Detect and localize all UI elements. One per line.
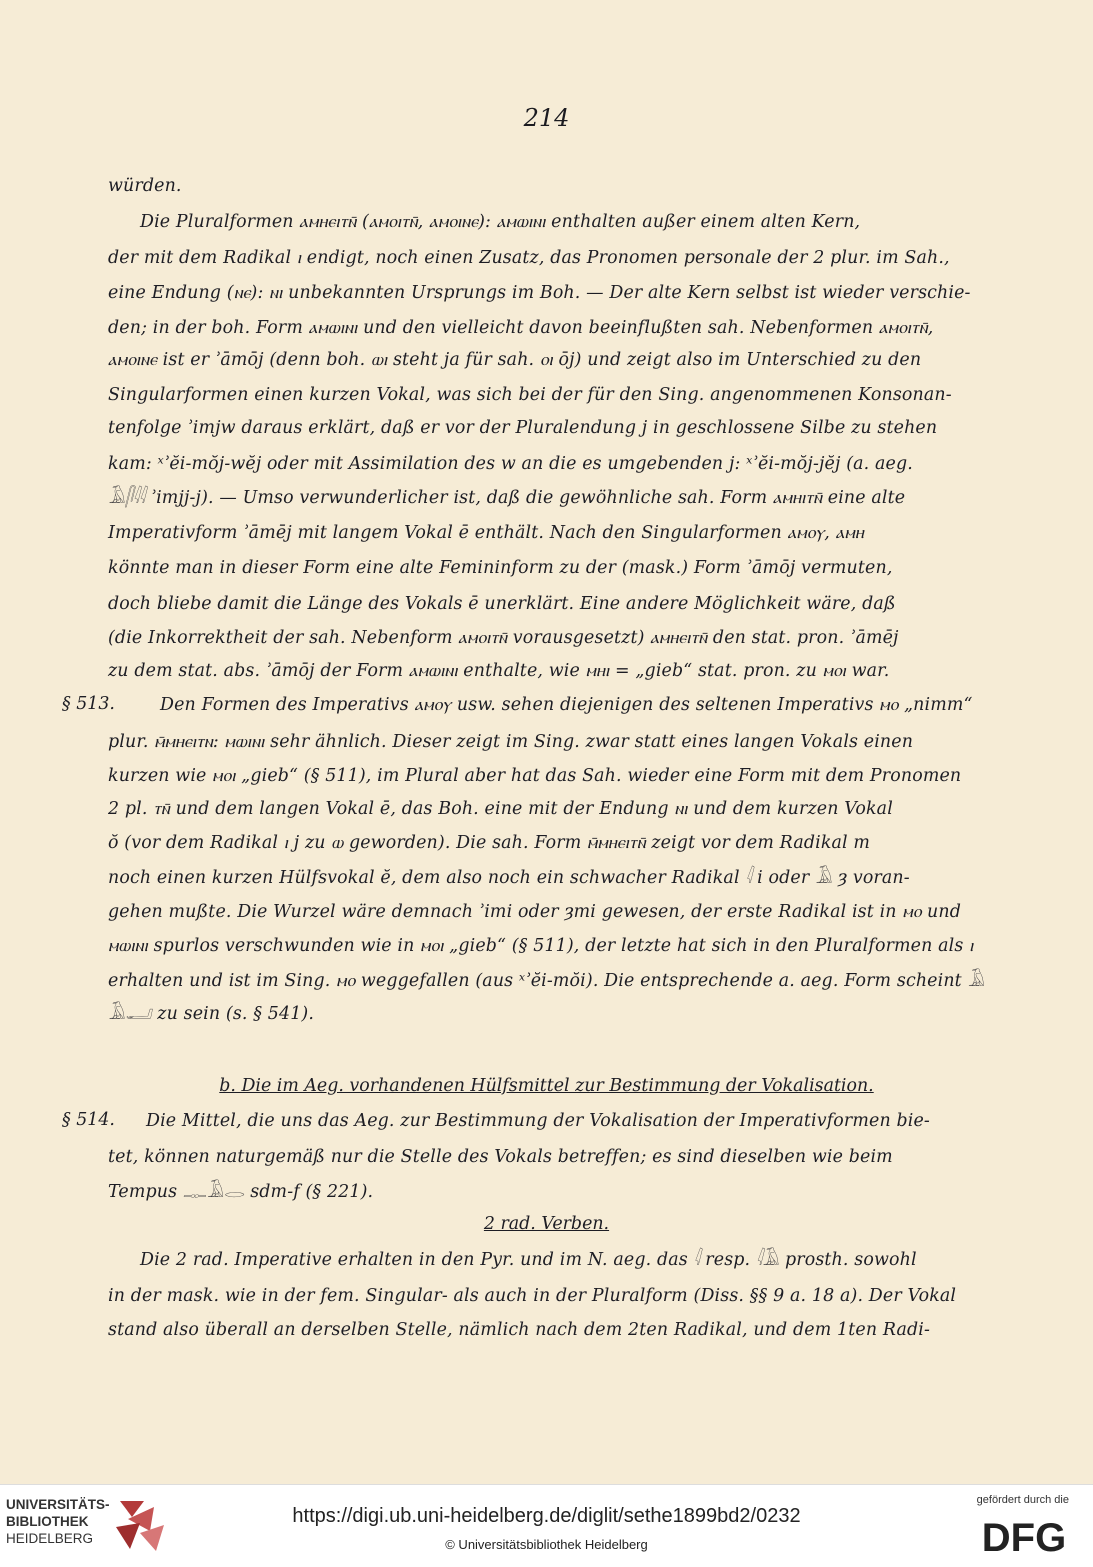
footer [0, 1484, 1093, 1567]
text-line: tenfolge ʾimjw daraus erklärt, daß er vor der Pluralendung j in geschlossene Silbe zu stehen [108, 418, 938, 438]
text-line: tet, können naturgemäß nur die Stelle des Vokals betreffen; es sind dieselben wie beim [108, 1147, 893, 1167]
text-line: könnte man in dieser Form eine alte Femininform zu der (mask.) Form ʾāmōj vermuten, [108, 558, 893, 578]
text-line: Imperativform ʾāmēj mit langem Vokal ē enthält. Nach den Singularformen ⲁⲙⲟⲩ, ⲁⲙⲏ [108, 523, 864, 543]
text-line: Die 2 rad. Imperative erhalten in den Pyr. und im N. aeg. das 𓇋 resp. 𓇋𓄿 prosth. sowohl [140, 1250, 917, 1270]
funding-note: gefördert durch die [976, 1494, 1069, 1506]
text-line: zu dem stat. abs. ʾāmōj der Form ⲁⲙⲱⲓⲛⲓ enthalte, wie ⲙⲏⲓ = „gieb“ stat. pron. zu ⲙⲟⲓ war. [108, 661, 890, 681]
text-line: doch bliebe damit die Länge des Vokals ē unerklärt. Eine andere Möglichkeit wäre, daß [108, 594, 896, 614]
text-line: kurzen wie ⲙⲟⲓ „gieb“ (§ 511), im Plural aber hat das Sah. wieder eine Form mit dem Pronomen [108, 766, 962, 786]
text-line: Die Pluralformen ⲁⲙⲏⲉⲓⲧⲛ̄ (ⲁⲙⲟⲓⲧⲛ̄, ⲁⲙⲟⲓⲛⲉ): ⲁⲙⲱⲓⲛⲓ enthalten außer einem alten Kern, [140, 212, 861, 232]
sub-heading: 2 rad. Verben. [483, 1214, 610, 1234]
text-line: plur. ⲙ̄ⲙⲏⲉⲓⲧⲛ: ⲙⲱⲓⲛⲓ sehr ähnlich. Dieser zeigt im Sing. zwar statt eines langen Vokals einen [108, 732, 914, 752]
text-line: (die Inkorrektheit der sah. Nebenform ⲁⲙⲟⲓⲧⲛ̄ vorausgesetzt) ⲁⲙⲏⲉⲓⲧⲛ̄ den stat. pron. ʾāmēj [108, 628, 899, 648]
paragraph-number: § 514. [62, 1110, 115, 1130]
logo-text: BIBLIOTHEK [6, 1514, 89, 1529]
text-line: eine Endung (ⲛⲉ): ⲛⲓ unbekannten Ursprungs im Boh. — Der alte Kern selbst ist wieder verschie- [108, 283, 971, 303]
text-line: Tempus 𓊃𓄿𓂋 sdm-f (§ 221). [108, 1182, 374, 1202]
document-url-link[interactable]: https://digi.ub.uni-heidelberg.de/diglit/sethe1899bd2/0232 [292, 1505, 801, 1527]
text-line: in der mask. wie in der fem. Singular- als auch in der Pluralform (Diss. §§ 9 a. 18 a). Der Vokal [108, 1286, 957, 1306]
paragraph-number: § 513. [62, 694, 115, 714]
text-line: 𓄿𓂝 zu sein (s. § 541). [108, 1004, 315, 1024]
text-line: 2 pl. ⲧⲛ̄ und dem langen Vokal ē, das Boh. eine mit der Endung ⲛⲓ und dem kurzen Vokal [108, 799, 893, 819]
text-line: kam: ˣʾĕi-mŏj-wĕj oder mit Assimilation des w an die es umgebenden j: ˣʾĕi-mŏj-jĕj (a. aeg. [108, 454, 913, 474]
section-heading: b. Die im Aeg. vorhandenen Hülfsmittel zur Bestimmung der Vokalisation. [219, 1076, 874, 1096]
text-line: stand also überall an derselben Stelle, nämlich nach dem 2ten Radikal, und dem 1ten Radi- [108, 1320, 931, 1340]
dfg-logo-text: DFG [981, 1516, 1067, 1559]
text-line: ŏ (vor dem Radikal ⲓ j zu ⲱ geworden). Die sah. Form ⲙ̄ⲙⲏⲉⲓⲧⲛ̄ zeigt vor dem Radikal m [108, 833, 871, 853]
text-line: Den Formen des Imperativs ⲁⲙⲟⲩ usw. sehen diejenigen des seltenen Imperativs ⲙⲟ „nimm“ [160, 695, 973, 715]
text-line: Die Mittel, die uns das Aeg. zur Bestimmung der Vokalisation der Imperativformen bie- [146, 1111, 930, 1131]
dfg-logo[interactable] [969, 1511, 1079, 1559]
logo-text: UNIVERSITÄTS- [6, 1497, 110, 1512]
text-line: erhalten und ist im Sing. ⲙⲟ weggefallen (aus ˣʾĕi-mŏi). Die entsprechende a. aeg. Form scheint 𓄿 [108, 971, 985, 991]
copyright-notice: © Universitätsbibliothek Heidelberg [445, 1537, 648, 1552]
text-line: Singularformen einen kurzen Vokal, was sich bei der für den Sing. angenommenen Konsonan- [108, 385, 952, 405]
logo-text: HEIDELBERG [6, 1531, 94, 1546]
page-number: 214 [523, 104, 570, 132]
text-line: ⲙⲱⲓⲛⲓ spurlos verschwunden wie in ⲙⲟⲓ „gieb“ (§ 511), der letzte hat sich in den Pluralformen als ⲓ [108, 936, 974, 956]
text-line: noch einen kurzen Hülfsvokal ĕ, dem also noch ein schwacher Radikal 𓇋 i oder 𓄿 ȝ voran- [108, 868, 910, 888]
text-line: 𓄿𓋴𓇋𓇋 ʾimjj-j). — Umso verwunderlicher ist, daß die gewöhnliche sah. Form ⲁⲙⲏⲓⲧⲛ̄ eine alte [108, 488, 906, 508]
text-line: der mit dem Radikal ⲓ endigt, noch einen Zusatz, das Pronomen personale der 2 plur. im Sah., [108, 248, 950, 268]
text-line: den; in der boh. Form ⲁⲙⲱⲓⲛⲓ und den vielleicht davon beeinflußten sah. Nebenformen ⲁⲙⲟⲓⲧⲛ̄, [108, 318, 934, 338]
text-line: ⲁⲙⲟⲓⲛⲉ ist er ʾāmōj (denn boh. ⲱⲓ steht ja für sah. ⲟⲓ ōj) und zeigt also im Unterschied zu den [108, 350, 922, 370]
text-line: würden. [108, 176, 182, 196]
text-line: gehen mußte. Die Wurzel wäre demnach ʾimi oder ȝmi gewesen, der erste Radikal ist in ⲙⲟ und [108, 902, 962, 922]
